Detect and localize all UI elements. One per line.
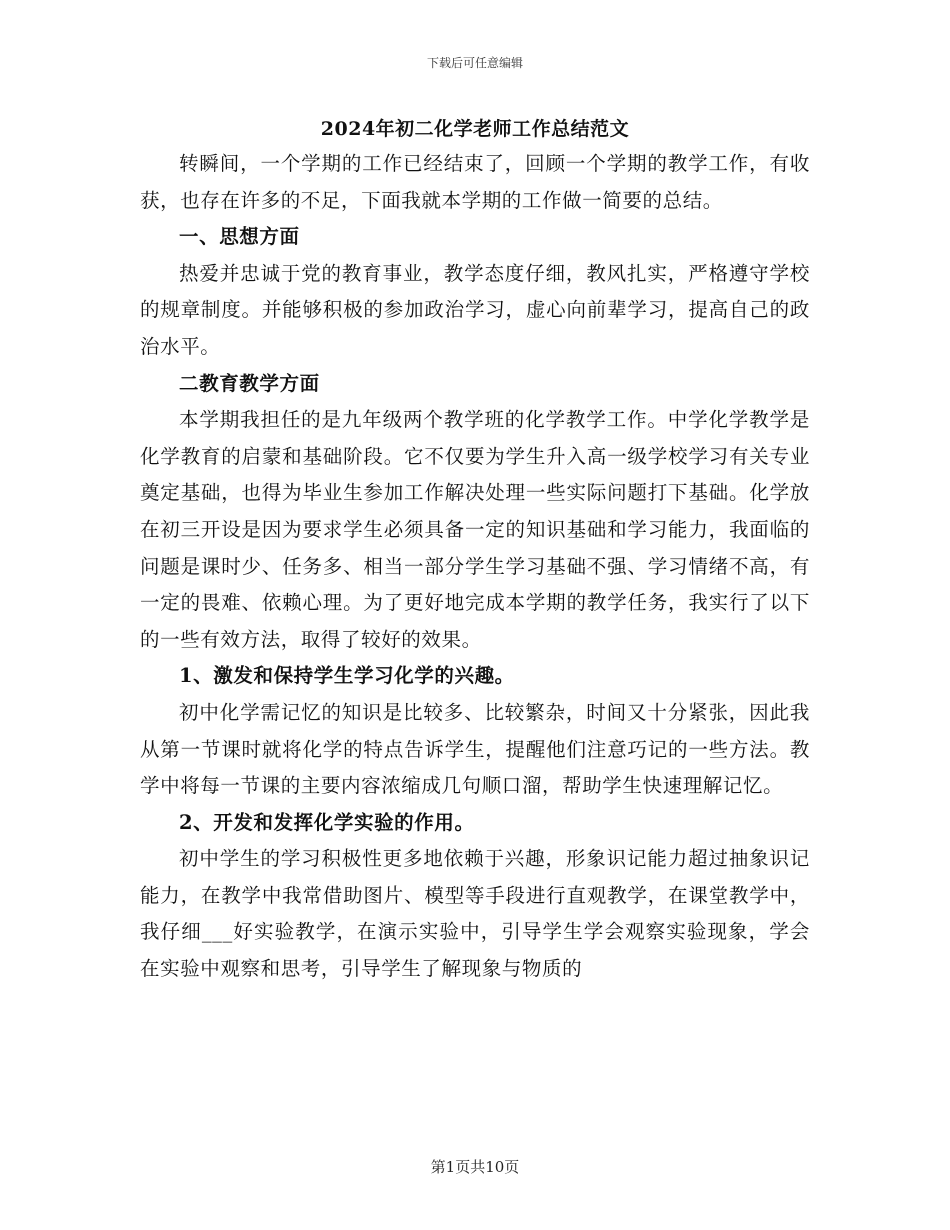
paragraph-thought: 热爱并忠诚于党的教育事业，教学态度仔细，教风扎实，严格遵守学校的规章制度。并能够积极的参加政治学习，虚心向前辈学习，提高自己的政治水平。 [140,261,810,358]
document-title: 2024年初二化学老师工作总结范文 [320,118,630,140]
paragraph-intro: 转瞬间，一个学期的工作已经结束了，回顾一个学期的教学工作，有收获，也存在许多的不足，下面我就本学期的工作做一简要的总结。 [140,152,810,212]
section-heading-thought: 一、思想方面 [179,225,300,249]
header-note: 下载后可任意编辑 [426,56,523,70]
document-body [140,112,810,988]
paragraph-teaching: 本学期我担任的是九年级两个教学班的化学教学工作。中学化学教学是化学教育的启蒙和基础阶段。它不仅要为学生升入高一级学校学习有关专业奠定基础，也得为毕业生参加工作解决处理一些实际问题打下基础。化学放在初三开设是因为要求学生必须具备一定的知识基础和学习能力，我面临的问题是课时少、任务多、相当一部分学生学习基础不强、学习情绪不高，有一定的畏难、依赖心理。为了更好地完成本学期的教学任务，我实行了以下的一些有效方法，取得了较好的效果。 [140,408,810,651]
paragraph-experiment: 初中学生的学习积极性更多地依赖于兴趣，形象识记能力超过抽象识记能力，在教学中我常借助图片、模型等手段进行直观教学，在课堂教学中，我仔细___好实验教学，在演示实验中，引导学生学会观察实验现象，学会在实验中观察和思考，引导学生了解现象与物质的 [140,847,810,981]
subheading-interest: 1、激发和保持学生学习化学的兴趣。 [179,664,515,688]
paragraph-interest: 初中化学需记忆的知识是比较多、比较繁杂，时间又十分紧张，因此我从第一节课时就将化学的特点告诉学生，提醒他们注意巧记的一些方法。教学中将每一节课的主要内容浓缩成几句顺口溜，帮助学生快速理解记忆。 [140,700,810,798]
page-footer: 第1页共10页 [430,1158,520,1176]
subheading-experiment: 2、开发和发挥化学实验的作用。 [179,810,475,834]
section-heading-teaching: 二教育教学方面 [179,371,320,395]
